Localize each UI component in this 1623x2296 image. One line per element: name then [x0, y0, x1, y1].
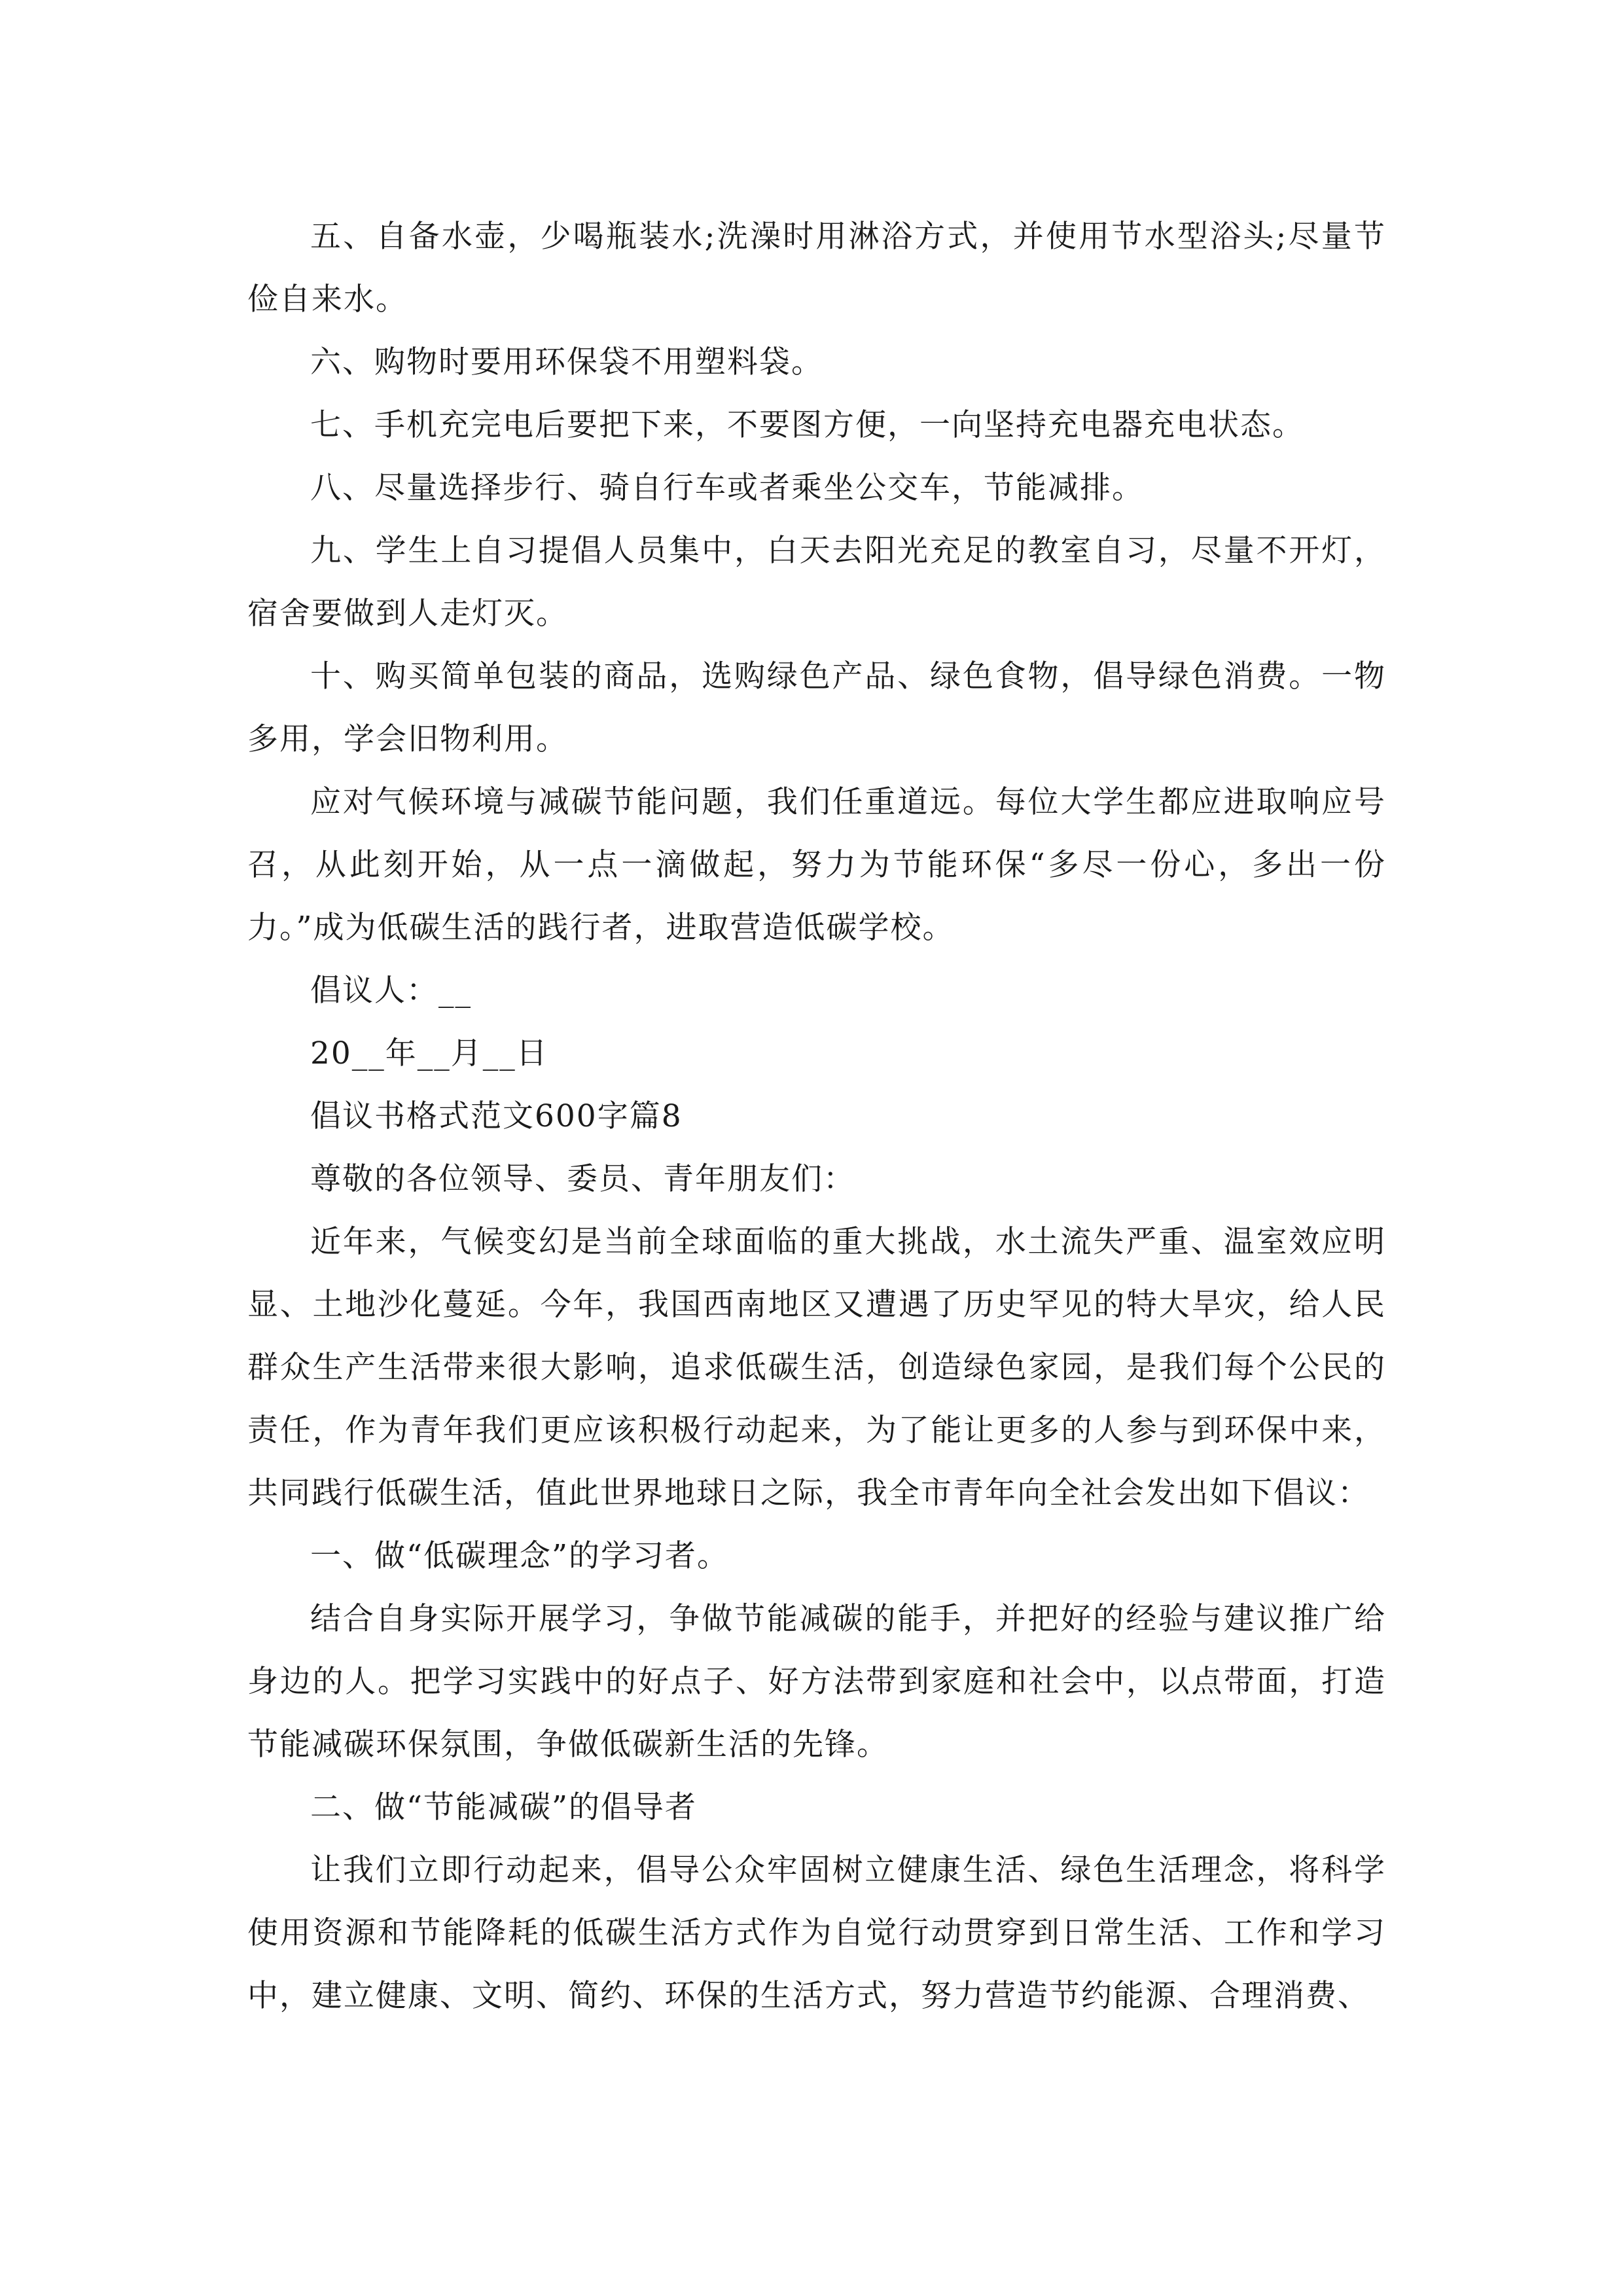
document-body: [247, 206, 1386, 2028]
paragraph-item-8: 八、尽量选择步行、骑自行车或者乘坐公交车，节能减排。: [310, 470, 1144, 506]
date-line: 20__年__月__日: [310, 1035, 548, 1071]
section-heading: 倡议书格式范文600字篇8: [310, 1098, 683, 1134]
intro-paragraph: 近年来，气候变幻是当前全球面临的重大挑战，水土流失严重、温室效应明显、土地沙化蔓延。今年，我国西南地区又遭遇了历史罕见的特大旱灾，给人民群众生产生活带来很大影响，追求低碳生活，创造绿色家园，是我们每个公民的责任，作为青年我们更应该积极行动起来，为了能让更多的人参与到环保中来，共同践行低碳生活，值此世界地球日之际，我全市青年向全社会发出如下倡议：: [247, 1224, 1386, 1511]
proposal-body-2: 让我们立即行动起来，倡导公众牢固树立健康生活、绿色生活理念，将科学使用资源和节能降耗的低碳生活方式作为自觉行动贯穿到日常生活、工作和学习中，建立健康、文明、简约、环保的生活方式，努力营造节约能源、合理消费、: [247, 1852, 1386, 2014]
proposal-body-1: 结合自身实际开展学习，争做节能减碳的能手，并把好的经验与建议推广给身边的人。把学习实践中的好点子、好方法带到家庭和社会中，以点带面，打造节能减碳环保氛围，争做低碳新生活的先锋。: [247, 1601, 1386, 1763]
paragraph-item-7: 七、手机充完电后要把下来，不要图方便，一向坚持充电器充电状态。: [310, 407, 1304, 443]
proposal-heading-2: 二、做“节能减碳”的倡导者: [310, 1789, 698, 1825]
signatory-line: 倡议人：__: [310, 973, 472, 1009]
closing-paragraph: 应对气候环境与减碳节能问题，我们任重道远。每位大学生都应进取响应号召，从此刻开始，从一点一滴做起，努力为节能环保“多尽一份心，多出一份力。”成为低碳生活的践行者，进取营造低碳学校。: [247, 784, 1386, 946]
salutation: 尊敬的各位领导、委员、青年朋友们：: [310, 1161, 855, 1197]
paragraph-item-9: 九、学生上自习提倡人员集中，白天去阳光充足的教室自习，尽量不开灯，宿舍要做到人走灯灭。: [247, 533, 1386, 632]
paragraph-item-5: 五、自备水壶，少喝瓶装水;洗澡时用淋浴方式，并使用节水型浴头;尽量节俭自来水。: [247, 219, 1386, 317]
proposal-heading-1: 一、做“低碳理念”的学习者。: [310, 1538, 730, 1574]
paragraph-item-6: 六、购物时要用环保袋不用塑料袋。: [310, 344, 823, 380]
paragraph-item-10: 十、购买简单包装的商品，选购绿色产品、绿色食物，倡导绿色消费。一物多用，学会旧物利用。: [247, 658, 1386, 757]
